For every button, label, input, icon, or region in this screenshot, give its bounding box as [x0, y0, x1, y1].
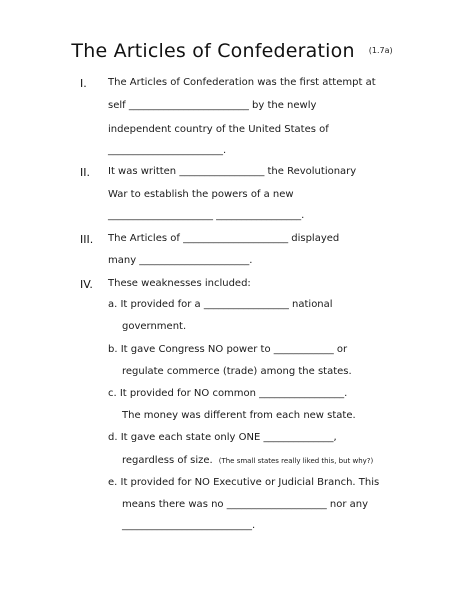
section-1-line-3: independent country of the United States of: [108, 124, 329, 135]
weakness-e-line-2: means there was no ____________________ nor any: [122, 499, 369, 510]
section-3-line-2: many ______________________.: [108, 255, 253, 266]
lesson-code: (1.7a): [368, 46, 393, 55]
section-4-line-1: These weaknesses included:: [108, 278, 251, 289]
section-2-line-1: It was written _________________ the Revolutionary: [108, 166, 357, 177]
page-title: The Articles of Confederation: [71, 40, 355, 62]
weakness-c-line-1: c. It provided for NO common _________________.: [108, 388, 348, 399]
weakness-b-line-2: regulate commerce (trade) among the states.: [122, 366, 352, 377]
section-numeral-1: I.: [80, 77, 87, 90]
section-2-line-3: _____________________ _________________.: [108, 210, 305, 221]
weakness-e-line-1: e. It provided for NO Executive or Judicial Branch. This: [108, 477, 380, 488]
weakness-e-line-3: __________________________.: [122, 520, 256, 531]
weakness-d-line-2-row: [122, 455, 373, 466]
section-numeral-4: IV.: [80, 278, 93, 291]
weakness-d-line-2: regardless of size.: [122, 455, 213, 466]
section-1-line-4: _______________________.: [108, 145, 227, 156]
weakness-a-line-1: a. It provided for a _________________ national: [108, 299, 333, 310]
section-1-line-1: The Articles of Confederation was the first attempt at: [108, 77, 376, 88]
section-numeral-3: III.: [80, 233, 94, 246]
weakness-b-line-1: b. It gave Congress NO power to ____________ or: [108, 344, 348, 355]
section-2-line-2: War to establish the powers of a new: [108, 189, 294, 200]
weakness-d-note: (The small states really liked this, but why?): [218, 457, 374, 465]
title-row: [0, 40, 464, 62]
section-numeral-2: II.: [80, 166, 90, 179]
weakness-c-line-2: The money was different from each new state.: [122, 410, 356, 421]
weakness-d-line-1: d. It gave each state only ONE ______________,: [108, 432, 337, 443]
section-3-line-1: The Articles of _____________________ displayed: [108, 233, 340, 244]
weakness-a-line-2: government.: [122, 321, 187, 332]
section-1-line-2: self ________________________ by the newly: [108, 100, 317, 111]
